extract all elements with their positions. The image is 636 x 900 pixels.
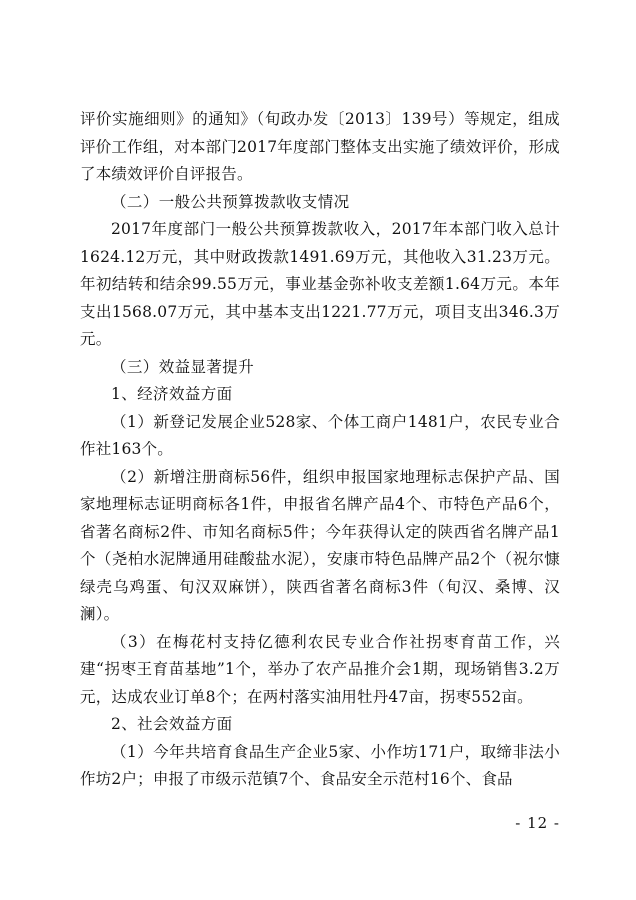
heading-benefits-improved: （三）效益显著提升 — [111, 357, 255, 376]
paragraph-economic-item-2: （2）新增注册商标56件，组织申报国家地理标志保护产品、国家地理标志证明商标各1件，申报省名牌产品4个、市特色产品6个，省著名商标2件、市知名商标5件；今年获得认定的陕西省名牌产品1个（尧柏水泥牌通用硅酸盐水泥），安康市特色品牌产品2个（祝尔慷绿壳乌鸡蛋、旬汉双麻饼），陕西省著名商标3件（旬汉、桑博、汉澜）。 — [80, 467, 560, 623]
paragraph-evaluation-intro: 评价实施细则》的通知》（旬政办发〔2013〕139号）等规定，组成评价工作组，对本部门2017年度部门整体支出实施了绩效评价，形成了本绩效评价自评报告。 — [80, 110, 560, 183]
heading-social-benefits: 2、社会效益方面 — [111, 715, 233, 733]
paragraph-economic-item-1: （1）新登记发展企业528家、个体工商户1481户，农民专业合作社163个。 — [80, 412, 560, 458]
paragraph-economic-item-3: （3）在梅花村支持亿德利农民专业合作社拐枣育苗工作，兴建“拐枣王育苗基地”1个，举办了农产品推介会1期，现场销售3.2万元，达成农业订单8个；在两村落实油用牡丹47亩，拐枣552亩。 — [80, 632, 560, 706]
heading-economic-benefits: 1、经济效益方面 — [111, 385, 233, 403]
paragraph-social-item-1: （1）今年共培育食品生产企业5家、小作坊171户，取缔非法小作坊2户；申报了市级示范镇7个、食品安全示范村16个、食品 — [80, 742, 560, 788]
document-body — [80, 106, 560, 794]
heading-budget-revenue-expenditure: （二）一般公共预算拨款收支情况 — [111, 192, 350, 211]
page-number: - 12 - — [515, 814, 560, 832]
paragraph-budget-details: 2017年度部门一般公共预算拨款收入，2017年本部门收入总计1624.12万元，其中财政拨款1491.69万元，其他收入31.23万元。年初结转和结余99.55万元，事业基金弥补收支差额1.64万元。本年支出1568.07万元，其中基本支出1221.77万元，项目支出346.3万元。 — [80, 220, 560, 348]
